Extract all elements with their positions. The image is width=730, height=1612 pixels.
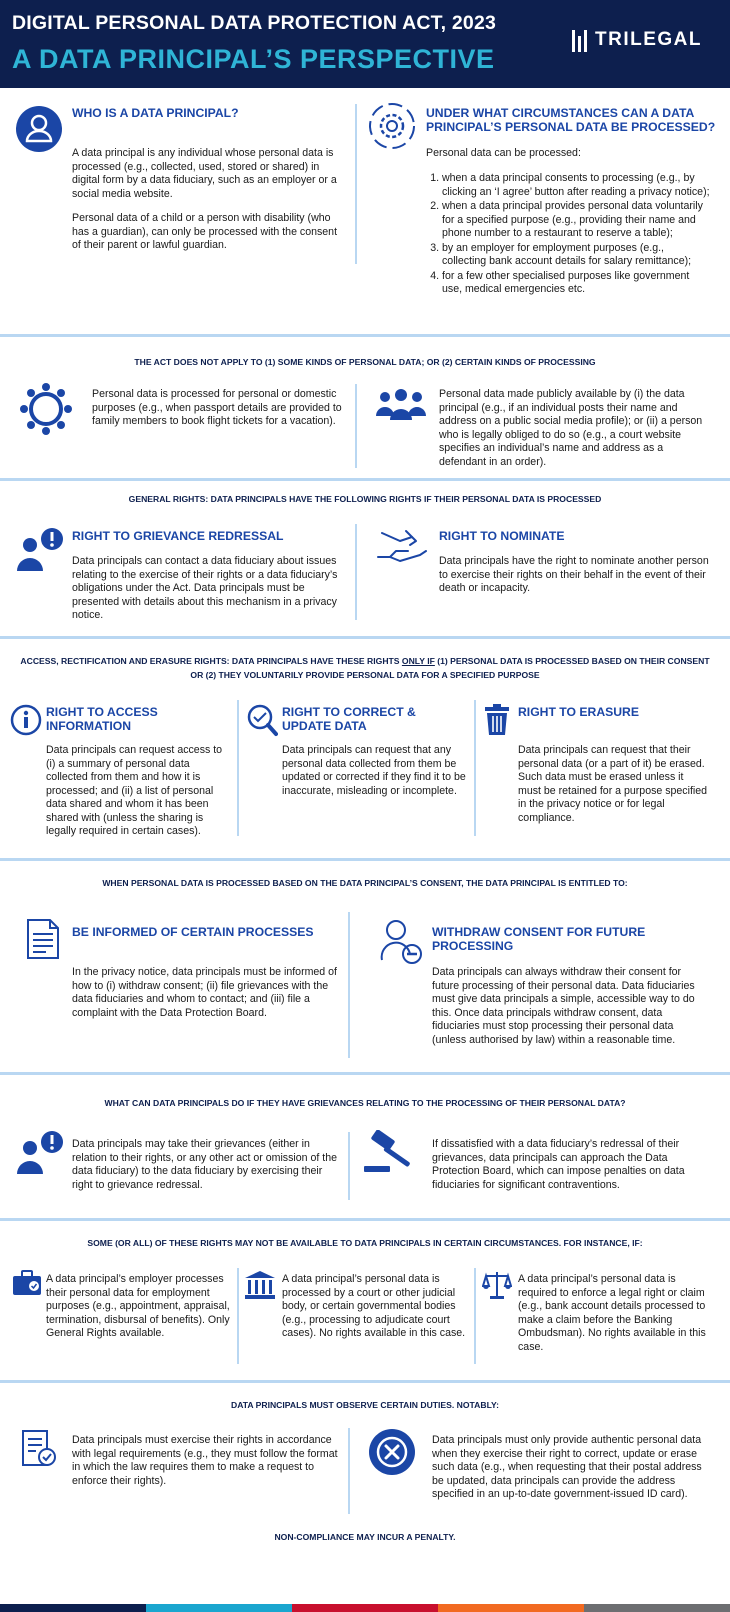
processing-intro: Personal data can be processed: xyxy=(426,147,581,159)
data-protection-board-text: If dissatisfied with a data fiduciary’s redressal of their grievances, data principals can approach the Data Protection Board, which can impose penalties on data fiduciaries for significant contraventions. xyxy=(432,1138,685,1191)
grievance-to-fiduciary-text: Data principals may take their grievances (either in relation to their rights, or any other act or omission of the data fiduciary) to the data fiduciary by exercising their right to grievance redressal. xyxy=(72,1138,337,1191)
column-divider xyxy=(348,912,350,1058)
gear-cycle-icon xyxy=(366,100,418,152)
document-icon xyxy=(26,918,60,960)
authentic-data-duty-text: Data principals must only provide authentic personal data when they exercise their right to correct, update or erase such data (e.g., when requesting that their postal address be updated, data principals can provide the address specified in an up-to-date government-issued ID card). xyxy=(432,1434,702,1500)
circle-of-people-icon xyxy=(18,381,74,437)
duties-band: DATA PRINCIPALS MUST OBSERVE CERTAIN DUTIES. NOTABLY: xyxy=(230,1400,499,1410)
hand-nominate-icon xyxy=(376,527,430,567)
list-item: 1. when a data principal consents to processing (e.g., by clicking an ‘I agree’ button after reading a privacy notice); xyxy=(442,172,710,199)
legal-claim-text: A data principal’s personal data is required to enforce a legal right or claim (e.g., bank account details processed to make a claim before the Banking Ombudsman). No rights available in this case. xyxy=(518,1273,706,1353)
guardian-consent-text: Personal data of a child or a person with disability (who has a guardian), can only be processed with the consent of their parent or lawful guardian. xyxy=(72,212,338,251)
court-processing-text: A data principal’s personal data is processed by a court or other judicial body, or certain governmental bodies (e.g., processing to adjudicate court cases). No rights available in this case. xyxy=(282,1273,466,1339)
processing-circumstances-heading: UNDER WHAT CIRCUMSTANCES CAN A DATA PRINCIPAL’S PERSONAL DATA BE PROCESSED? xyxy=(426,106,716,134)
grievance-person-icon xyxy=(14,1130,66,1176)
column-divider xyxy=(237,700,239,836)
withdraw-consent-text: Data principals can always withdraw their consent for future processing of their personal data. Data fiduciaries must give data principals a simple, accessible way to do this. Once data principals withdraw consent, data fiduciaries must stop processing their personal data (unless authorised by law) within a reasonable time. xyxy=(432,966,695,1046)
gavel-icon xyxy=(362,1130,422,1174)
page-subtitle: A DATA PRINCIPAL’S PERSPECTIVE xyxy=(12,44,495,74)
withdraw-consent-heading: WITHDRAW CONSENT FOR FUTURE PROCESSING xyxy=(432,925,646,953)
domestic-purposes-text: Personal data is processed for personal or domestic purposes (e.g., when passport details are provided to family members to book flight tickets for a vacation). xyxy=(92,388,342,427)
penalty-notice: NON-COMPLIANCE MAY INCUR A PENALTY. xyxy=(274,1532,456,1542)
footer-bar-segment xyxy=(292,1604,438,1612)
be-informed-heading: BE INFORMED OF CERTAIN PROCESSES xyxy=(72,925,314,939)
grievances-band: WHAT CAN DATA PRINCIPALS DO IF THEY HAVE GRIEVANCES RELATING TO THE PROCESSING OF THEIR PERSONAL DATA? xyxy=(104,1098,626,1108)
right-to-nominate-heading: RIGHT TO NOMINATE xyxy=(439,529,565,543)
column-divider xyxy=(348,1132,350,1200)
section-separator xyxy=(0,1380,730,1383)
checklist-icon xyxy=(20,1428,58,1468)
employer-processing-text: A data principal’s employer processes their personal data for employment purposes (e.g., appointment, appraisal, termination, disbursal of benefits). Only General Rights available. xyxy=(46,1273,230,1339)
section-separator xyxy=(0,1072,730,1075)
footer-bar-segment xyxy=(584,1604,730,1612)
section-separator xyxy=(0,478,730,481)
column-divider xyxy=(474,700,476,836)
section-separator xyxy=(0,334,730,337)
rights-unavailable-band: SOME (OR ALL) OF THESE RIGHTS MAY NOT BE AVAILABLE TO DATA PRINCIPALS IN CERTAIN CIRCUMSTANCES. FOR INSTANCE, IF: xyxy=(87,1238,643,1248)
column-divider xyxy=(237,1268,239,1364)
right-to-erasure-text: Data principals can request that their personal data (or a part of it) be erased. Such data must be erased unless it must be retained for a purpose specified in the privacy notice or for legal compliance. xyxy=(518,744,708,824)
section-separator xyxy=(0,636,730,639)
column-divider xyxy=(474,1268,476,1364)
column-divider xyxy=(348,1428,350,1514)
right-to-erasure-heading: RIGHT TO ERASURE xyxy=(518,705,639,719)
act-not-apply-band: THE ACT DOES NOT APPLY TO (1) SOME KINDS OF PERSONAL DATA; OR (2) CERTAIN KINDS OF PROCESSING xyxy=(134,357,596,367)
consent-entitlement-band: WHEN PERSONAL DATA IS PROCESSED BASED ON THE DATA PRINCIPAL’S CONSENT, THE DATA PRINCIPAL IS ENTITLED TO: xyxy=(102,878,628,888)
processing-list xyxy=(420,172,710,298)
briefcase-icon xyxy=(12,1270,42,1296)
column-divider xyxy=(355,384,357,468)
right-to-correct-text: Data principals can request that any personal data collected from them be updated or corrected if they find it to be inaccurate, misleading or incomplete. xyxy=(282,744,466,797)
footer-bar-segment xyxy=(438,1604,584,1612)
section-separator xyxy=(0,858,730,861)
page-title: DIGITAL PERSONAL DATA PROTECTION ACT, 2023 xyxy=(12,12,497,34)
header xyxy=(0,0,730,88)
access-rectification-erasure-band: ACCESS, RECTIFICATION AND ERASURE RIGHTS: DATA PRINCIPALS HAVE THESE RIGHTS ONLY IF (1) PERSONAL DATA IS PROCESSED BASED ON THEIR CONSENT OR (2) THEY VOLUNTARILY PROVIDE PERSONAL DATA FOR A SPECIFIED PURPOSE xyxy=(20,656,710,680)
user-icon xyxy=(16,106,62,152)
exercise-rights-duty-text: Data principals must exercise their rights in accordance with legal requirements (e.g., they must follow the format in which the law requires them to make a request to enforce their rights). xyxy=(72,1434,338,1487)
grievance-redressal-text: Data principals can contact a data fiduciary about issues relating to the exercise of their rights or a data fiduciary’s obligations under the Act. Data principals must be presented with details about this mechanism in a privacy notice. xyxy=(72,555,338,621)
who-is-data-principal-heading: WHO IS A DATA PRINCIPAL? xyxy=(72,106,239,120)
be-informed-text: In the privacy notice, data principals must be informed of how to (i) withdraw consent; (ii) file grievances with the data fiduciaries and whom to contact; and (iii) file a complaint with the Data Protection Board. xyxy=(72,966,337,1019)
column-divider xyxy=(355,104,357,264)
trilegal-logo xyxy=(572,28,702,52)
user-minus-icon xyxy=(380,918,424,964)
courthouse-icon xyxy=(244,1270,276,1300)
footer-bar-segment xyxy=(146,1604,292,1612)
list-item: 2. when a data principal provides personal data voluntarily for a specified purpose (e.g., providing their name and phone number to a restaurant to reserve a table); xyxy=(442,200,710,241)
trash-bin-icon xyxy=(484,704,510,736)
close-circle-icon xyxy=(368,1428,416,1476)
footer-bar-segment xyxy=(0,1604,146,1612)
group-of-people-icon xyxy=(374,388,428,422)
section-separator xyxy=(0,1218,730,1221)
logo-bars-icon xyxy=(572,28,587,52)
right-to-access-heading: RIGHT TO ACCESS INFORMATION xyxy=(46,705,158,733)
right-to-nominate-text: Data principals have the right to nominate another person to exercise their rights on their behalf in the event of their death or incapacity. xyxy=(439,555,709,594)
right-to-access-text: Data principals can request access to (i) a summary of personal data collected from them and how it is processed; and (ii) a list of personal data shared and whom it has been shared with (unless the sharing is legally required in certain cases). xyxy=(46,744,223,837)
column-divider xyxy=(355,524,357,620)
publicly-available-data-text: Personal data made publicly available by (i) the data principal (e.g., if an individual posts their name and address on a public social media profile); or (ii) a person who is legally obliged to do so (e.g., a court website specifies an individual’s name and address as a defendant in an order). xyxy=(439,388,703,468)
list-item: 4. for a few other specialised purposes like government use, medical emergencies etc. xyxy=(442,270,710,297)
grievance-person-icon xyxy=(14,527,66,573)
right-to-correct-heading: RIGHT TO CORRECT & UPDATE DATA xyxy=(282,705,416,733)
info-icon xyxy=(10,704,42,736)
list-item: 3. by an employer for employment purposes (e.g., collecting bank account details for salary remittance); xyxy=(442,242,710,269)
magnifier-check-icon xyxy=(246,703,278,737)
footer-color-bar xyxy=(0,1604,730,1612)
general-rights-band: GENERAL RIGHTS: DATA PRINCIPALS HAVE THE FOLLOWING RIGHTS IF THEIR PERSONAL DATA IS PROCESSED xyxy=(128,494,602,504)
logo-text: TRILEGAL xyxy=(595,29,702,50)
grievance-redressal-heading: RIGHT TO GRIEVANCE REDRESSAL xyxy=(72,529,284,543)
scales-of-justice-icon xyxy=(482,1270,512,1300)
who-is-data-principal-text: A data principal is any individual whose personal data is processed (e.g., collected, used, stored or shared) in digital form by a data fiduciary, such as an employer or a social media website. xyxy=(72,147,337,200)
